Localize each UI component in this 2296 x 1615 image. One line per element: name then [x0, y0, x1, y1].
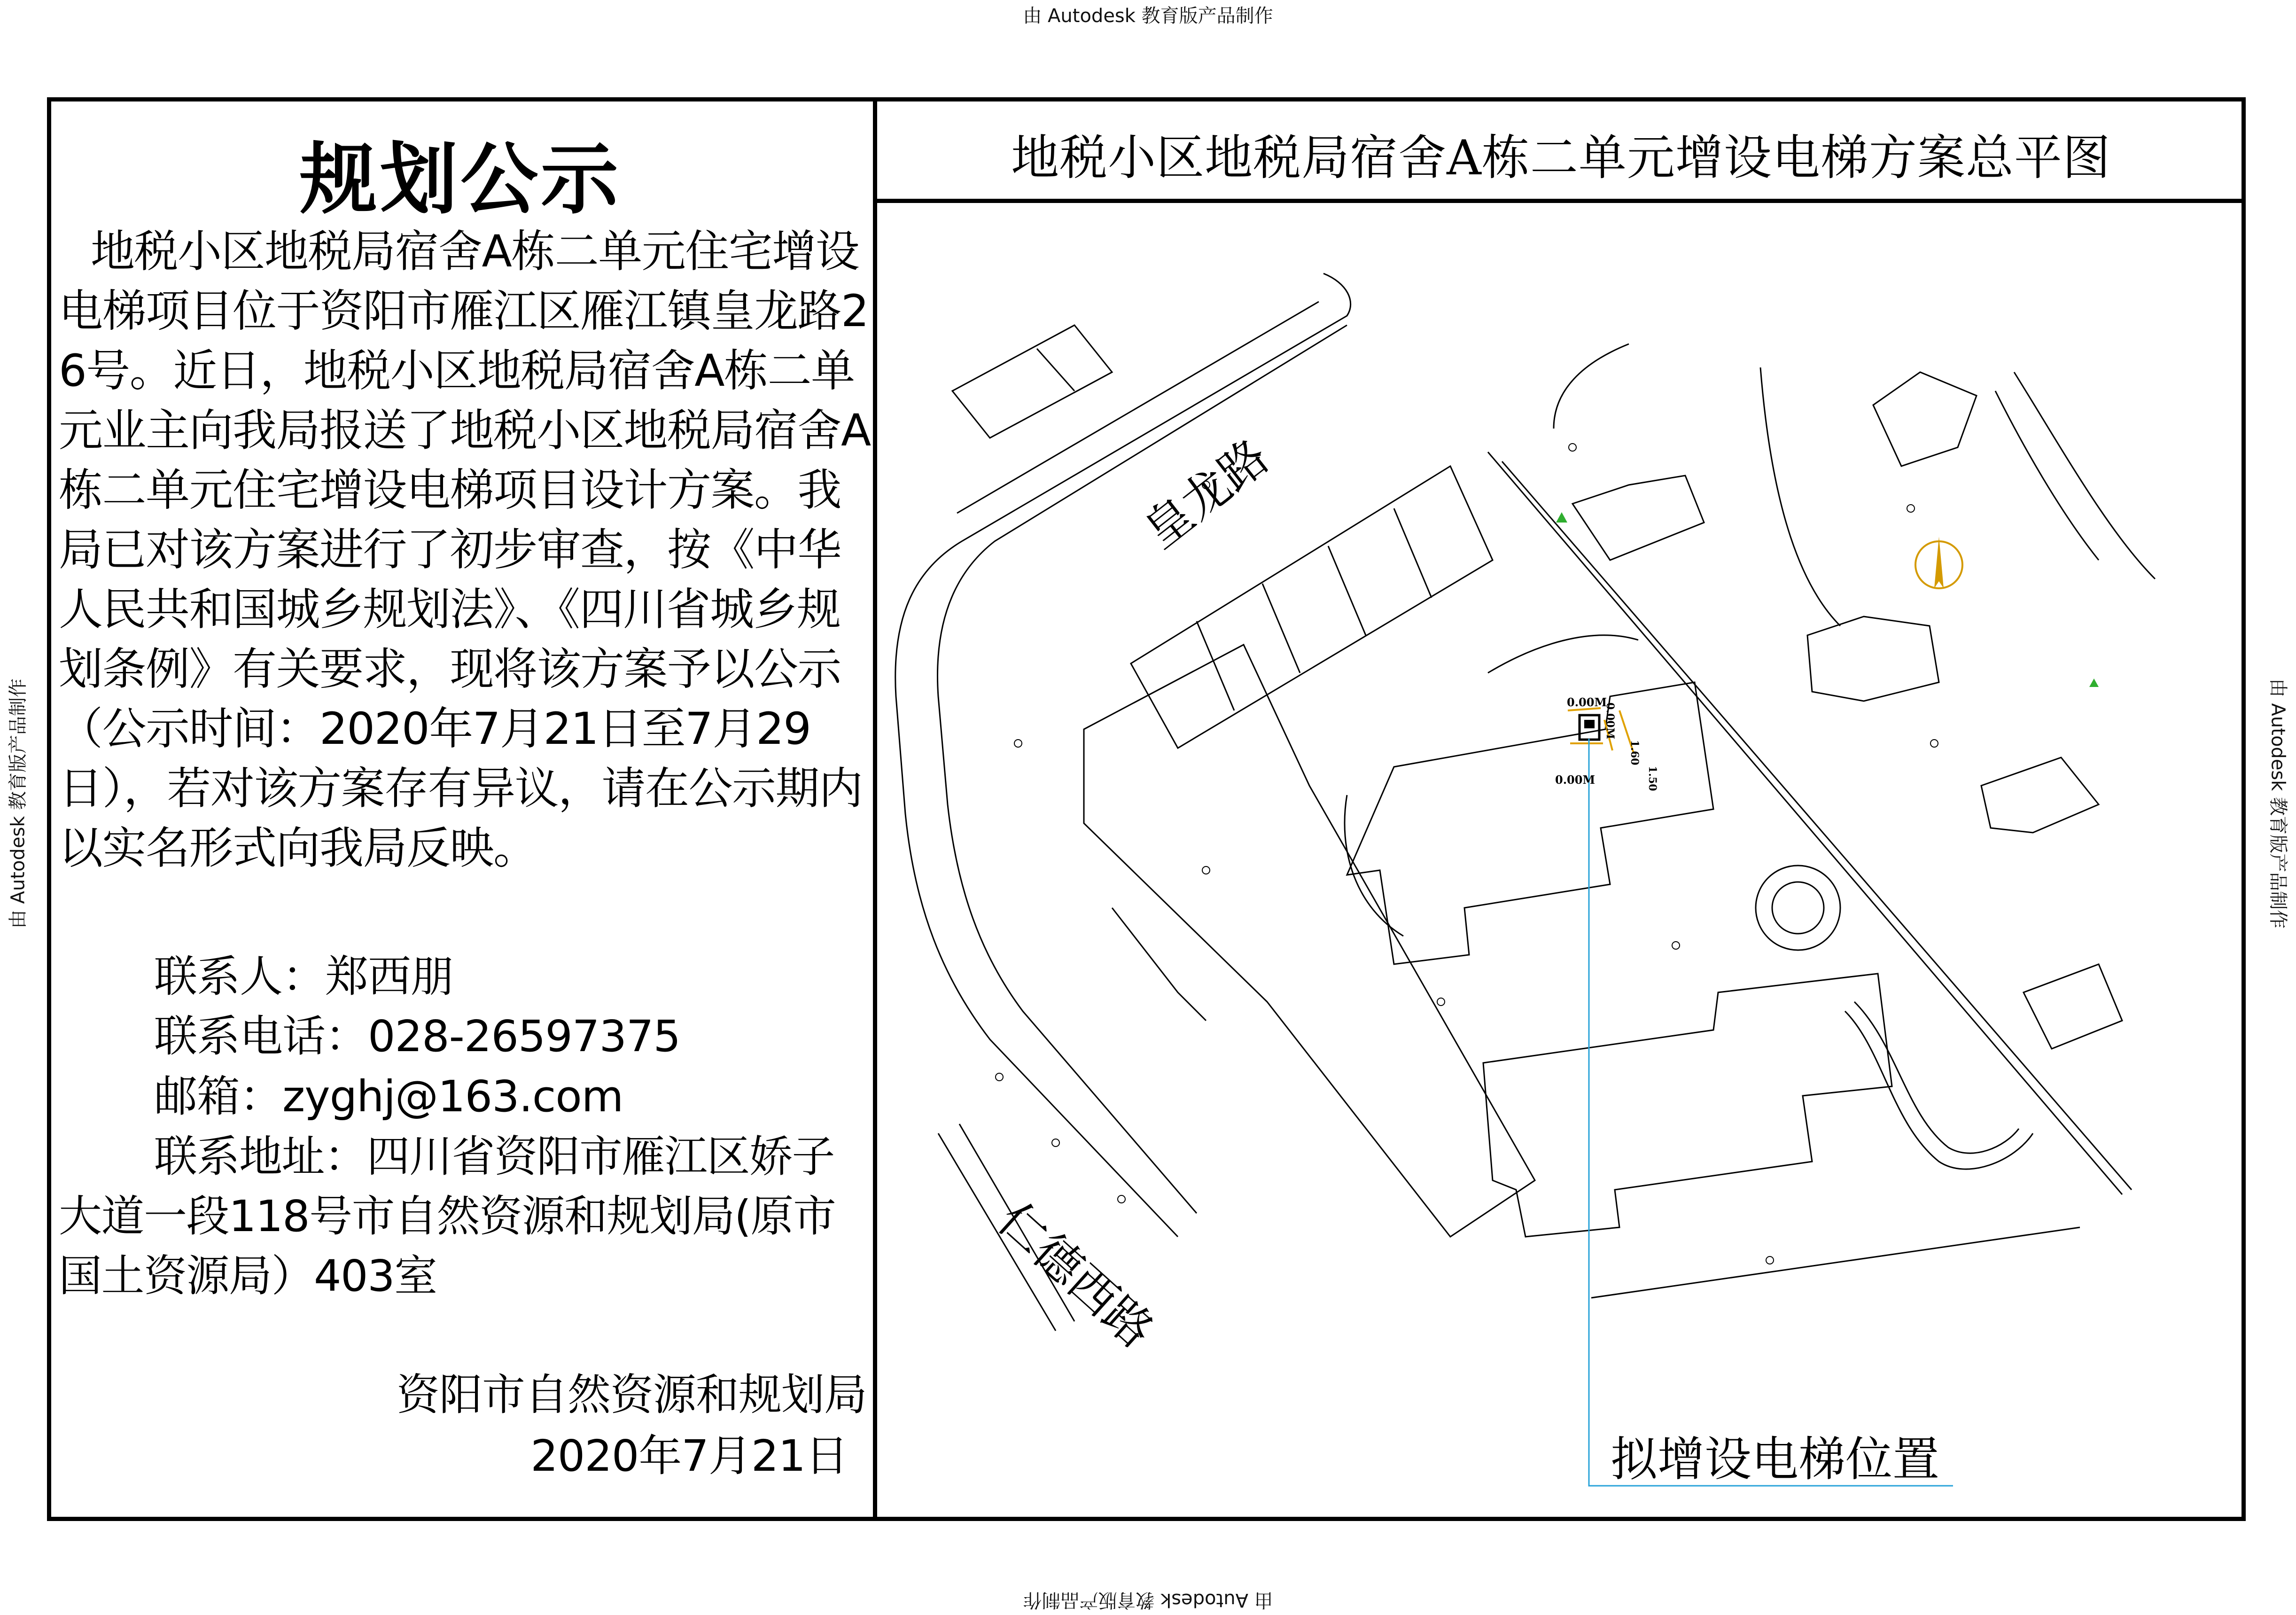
plan-title: 地税小区地税局宿舍A栋二单元增设电梯方案总平图 [1011, 130, 2111, 186]
path-loop-inner [1854, 1002, 2019, 1153]
issuer: 资阳市自然资源和规划局 [396, 1370, 867, 1420]
building-east-1 [1807, 616, 1939, 701]
elevator-leader-line [1589, 739, 1953, 1486]
building-a [1347, 682, 1713, 964]
roundabout [1756, 866, 1840, 950]
dimension-150-label: 1.50 [1646, 766, 1658, 791]
elevator-position-label: 拟增设电梯位置 [1611, 1432, 1939, 1487]
tree-symbol [1766, 1256, 1774, 1264]
contact-address: 联系地址：四川省资阳市雁江区娇子大道一段118号市自然资源和规划局(原市国土资源局）403室 [59, 1131, 836, 1301]
building-north-2 [1873, 372, 1977, 466]
building-west-wing [1112, 908, 1206, 1021]
tree-symbol [1672, 942, 1680, 949]
notice-title: 规划公示 [300, 134, 621, 225]
tree-symbol [1014, 740, 1022, 747]
path-arc-1 [1488, 635, 1638, 673]
north-arrow [1915, 537, 1962, 588]
unit-line-2 [1262, 584, 1300, 673]
unit-line-3 [1328, 546, 1366, 635]
building-north-1 [1572, 476, 1704, 560]
dimension-top-label: 0.00M [1567, 695, 1607, 709]
elevator-box [1580, 715, 1599, 740]
road-edge-outer [895, 273, 1351, 1237]
tree-symbol [1437, 998, 1445, 1006]
contact-email: 邮箱：zyghj@163.com [154, 1071, 623, 1122]
tree-symbol [1930, 740, 1938, 747]
dimension-left-label: 0.00M [1555, 773, 1596, 787]
building-east-3 [2024, 964, 2122, 1049]
path-arc-2 [1345, 795, 1403, 936]
notice-body: 地税小区地税局宿舍A栋二单元住宅增设电梯项目位于资阳市雁江区雁江镇皇龙路26号。近日，地税小区地税局宿舍A栋二单元业主向我局报送了地税小区地税局宿舍A栋二单元住宅增设电梯项目设计方案。我局已对该方案进行了初步审查，按《中华人民共和国城乡规划法》、《四川省城乡规划条例》有关要求，现将该方案予以公示 （公示时间：2020年7月21日至7月29日），若对该方案存有异议，请在公示期内以实名形式向我局反映。 [59, 226, 871, 874]
diagonal-road-2 [1502, 461, 2132, 1190]
building-east-2 [1981, 757, 2099, 833]
watermark-bottom: 由 Autodesk 教育版产品制作 [1023, 1589, 1273, 1611]
building-nw-line [1037, 349, 1074, 391]
tree-symbol [1202, 866, 1210, 874]
green-tree-marker [1556, 512, 1567, 523]
road-label-north: 皇龙路 [1134, 429, 1279, 559]
north-path [1760, 367, 1840, 626]
road-edge-inner [938, 325, 1347, 1213]
watermark-top: 由 Autodesk 教育版产品制作 [1023, 5, 1273, 27]
contact-person: 联系人：郑西朋 [154, 952, 454, 1002]
east-curve [2014, 372, 2155, 579]
contact-phone: 联系电话：028-26597375 [154, 1011, 681, 1061]
tree-symbol [1569, 444, 1576, 451]
diagonal-road-1 [1488, 452, 2122, 1194]
unit-line-4 [1394, 508, 1432, 598]
road-label-south: 仁德西路 [987, 1192, 1164, 1358]
roundabout-inner [1772, 882, 1824, 934]
watermark-left: 由 Autodesk 教育版产品制作 [7, 678, 29, 929]
dimension-160-label: 1.60 [1628, 740, 1641, 765]
east-curve-2 [1995, 391, 2099, 560]
building-south [1483, 974, 1892, 1237]
north-arc [1554, 344, 1629, 429]
path-loop [1845, 1011, 2033, 1169]
tree-symbol [1052, 1139, 1059, 1147]
tree-symbol [1118, 1195, 1125, 1203]
south-walk [1591, 1227, 2080, 1298]
tree-symbol [996, 1073, 1003, 1081]
issue-date: 2020年7月21日 [530, 1431, 848, 1481]
dimension-side-label: 0.00M [1604, 702, 1616, 739]
green-tree-marker [2089, 679, 2099, 687]
building-nw [952, 325, 1112, 438]
watermark-right: 由 Autodesk 教育版产品制作 [2267, 678, 2289, 929]
tree-symbol [1907, 505, 1915, 512]
plan-title-rule [877, 199, 2246, 203]
